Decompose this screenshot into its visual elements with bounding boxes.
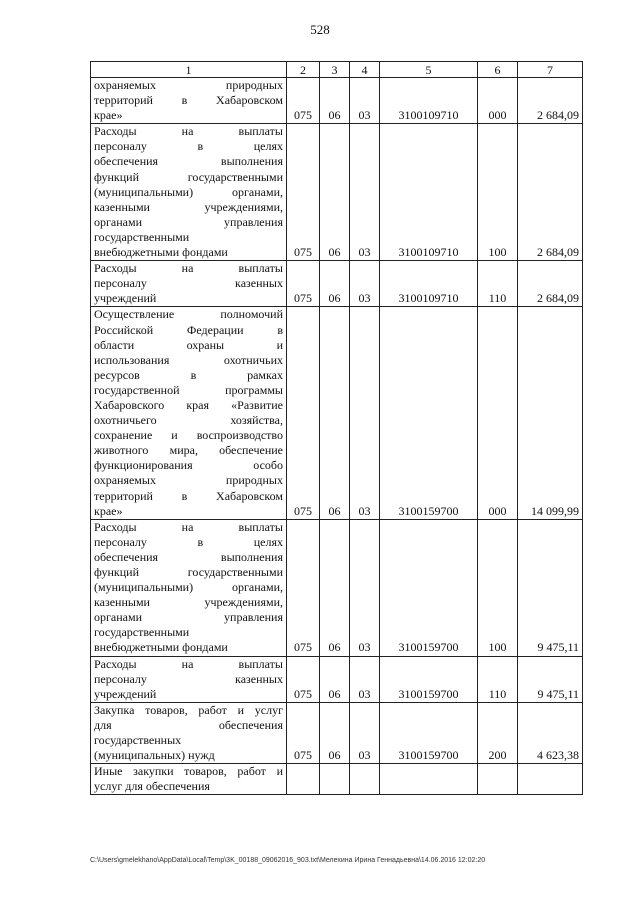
description-line: Российской Федерации в <box>94 322 283 337</box>
description-line: государственных <box>94 733 182 748</box>
amount-cell: 9 475,11 <box>518 519 583 656</box>
code-rz-cell: 06 <box>320 519 350 656</box>
code-vr-cell: 110 <box>478 656 518 702</box>
description-line: функций государственными <box>94 169 283 184</box>
page-number: 528 <box>310 22 330 37</box>
code-csr-cell: 3100159700 <box>380 519 478 656</box>
table-row <box>91 764 583 795</box>
code-vr-cell: 100 <box>478 124 518 261</box>
table-header-row <box>91 62 583 78</box>
description-line: функционирования особо <box>94 458 283 473</box>
code-pr-cell: 03 <box>350 124 380 261</box>
description-line: территорий в Хабаровском <box>94 488 283 503</box>
row-description <box>91 307 287 519</box>
code-gr-cell: 075 <box>287 261 320 307</box>
code-csr-cell: 3100109710 <box>380 261 478 307</box>
table-row <box>91 307 583 519</box>
description-line: животного мира, обеспечение <box>94 443 283 458</box>
code-rz-cell: 06 <box>320 124 350 261</box>
code-pr-cell: 03 <box>350 261 380 307</box>
code-gr-cell: 075 <box>287 307 320 519</box>
description-line: органами управления <box>94 214 283 229</box>
code-csr-cell <box>380 764 478 795</box>
column-header: 4 <box>350 62 380 78</box>
description-line: Расходы на выплаты <box>94 519 283 534</box>
code-rz-cell: 06 <box>320 78 350 124</box>
column-header: 1 <box>91 62 287 78</box>
budget-table <box>90 61 583 795</box>
description-line: области охраны и <box>94 337 283 352</box>
code-gr-cell: 075 <box>287 656 320 702</box>
description-line: крае» <box>94 108 123 123</box>
description-line: для обеспечения <box>94 717 283 732</box>
code-pr-cell: 03 <box>350 656 380 702</box>
description-line: использования охотничьих <box>94 352 283 367</box>
description-line: внебюджетными фондами <box>94 245 228 260</box>
code-vr-cell: 100 <box>478 519 518 656</box>
table-row <box>91 78 583 124</box>
description-line: Расходы на выплаты <box>94 261 283 276</box>
row-description <box>91 78 287 124</box>
description-line: персоналу казенных <box>94 276 283 291</box>
description-line: Хабаровского края «Развитие <box>94 397 283 412</box>
row-description <box>91 702 287 763</box>
amount-cell: 4 623,38 <box>518 702 583 763</box>
description-line: казенными учреждениями, <box>94 199 283 214</box>
row-description <box>91 519 287 656</box>
code-csr-cell: 3100159700 <box>380 702 478 763</box>
code-rz-cell: 06 <box>320 702 350 763</box>
table-row <box>91 261 583 307</box>
code-pr-cell: 03 <box>350 78 380 124</box>
description-line: крае» <box>94 503 123 518</box>
code-gr-cell: 075 <box>287 124 320 261</box>
description-line: обеспечения выполнения <box>94 549 283 564</box>
description-line: обеспечения выполнения <box>94 154 283 169</box>
code-csr-cell: 3100109710 <box>380 124 478 261</box>
description-line: (муниципальных) нужд <box>94 748 215 763</box>
description-line: государственной программы <box>94 382 283 397</box>
description-line: функций государственными <box>94 565 283 579</box>
table-row <box>91 656 583 702</box>
description-line: персоналу казенных <box>94 671 283 686</box>
description-line: персоналу в целях <box>94 139 283 154</box>
code-vr-cell <box>478 764 518 795</box>
description-line: охраняемых природных <box>94 473 283 488</box>
description-line: территорий в Хабаровском <box>94 93 283 108</box>
code-csr-cell: 3100159700 <box>380 656 478 702</box>
description-line: (муниципальными) органами, <box>94 184 283 199</box>
row-description <box>91 656 287 702</box>
code-gr-cell: 075 <box>287 78 320 124</box>
description-line: Иные закупки товаров, работ и <box>94 764 283 779</box>
description-line: внебюджетными фондами <box>94 640 228 655</box>
description-line: охотничьего хозяйства, <box>94 413 283 428</box>
code-rz-cell: 06 <box>320 261 350 307</box>
amount-cell: 2 684,09 <box>518 261 583 307</box>
row-description <box>91 261 287 307</box>
description-line: Расходы на выплаты <box>94 124 283 139</box>
code-csr-cell: 3100109710 <box>380 78 478 124</box>
description-line: Закупка товаров, работ и услуг <box>94 702 283 717</box>
description-line: казенными учреждениями, <box>94 595 283 610</box>
code-vr-cell: 200 <box>478 702 518 763</box>
row-description <box>91 764 287 795</box>
code-vr-cell: 000 <box>478 307 518 519</box>
column-header: 7 <box>518 62 583 78</box>
table-row <box>91 702 583 763</box>
description-line: персоналу в целях <box>94 534 283 549</box>
column-header: 3 <box>320 62 350 78</box>
table-row <box>91 124 583 261</box>
code-rz-cell: 06 <box>320 307 350 519</box>
table-row <box>91 519 583 656</box>
description-line: ресурсов в рамках <box>94 367 283 382</box>
column-header: 2 <box>287 62 320 78</box>
description-line: сохранение и воспроизводство <box>94 428 283 443</box>
amount-cell: 2 684,09 <box>518 78 583 124</box>
description-line: органами управления <box>94 610 283 625</box>
code-rz-cell: 06 <box>320 656 350 702</box>
description-line: государственными <box>94 229 190 244</box>
code-csr-cell: 3100159700 <box>380 307 478 519</box>
amount-cell: 9 475,11 <box>518 656 583 702</box>
description-line: государственными <box>94 625 190 640</box>
description-line: Осуществление полномочий <box>94 307 283 322</box>
column-header: 6 <box>478 62 518 78</box>
description-line: Расходы на выплаты <box>94 656 283 671</box>
description-line: учреждений <box>94 686 157 701</box>
code-pr-cell <box>350 764 380 795</box>
code-gr-cell: 075 <box>287 702 320 763</box>
code-pr-cell: 03 <box>350 307 380 519</box>
code-vr-cell: 000 <box>478 78 518 124</box>
amount-cell <box>518 764 583 795</box>
description-line: охраняемых природных <box>94 78 283 92</box>
amount-cell: 14 099,99 <box>518 307 583 519</box>
file-path-footer: C:\Users\gmelekhano\AppData\Local\Temp\3K_00188_09062016_903.txt\Мелехина Ирина Геннадьевна\14.06.2016 12:02:20 <box>90 857 486 864</box>
description-line: (муниципальными) органами, <box>94 580 283 595</box>
code-rz-cell <box>320 764 350 795</box>
description-line: учреждений <box>94 291 157 306</box>
code-pr-cell: 03 <box>350 519 380 656</box>
column-header: 5 <box>380 62 478 78</box>
code-vr-cell: 110 <box>478 261 518 307</box>
row-description <box>91 124 287 261</box>
description-line: услуг для обеспечения <box>94 779 210 794</box>
code-pr-cell: 03 <box>350 702 380 763</box>
code-gr-cell <box>287 764 320 795</box>
code-gr-cell: 075 <box>287 519 320 656</box>
amount-cell: 2 684,09 <box>518 124 583 261</box>
